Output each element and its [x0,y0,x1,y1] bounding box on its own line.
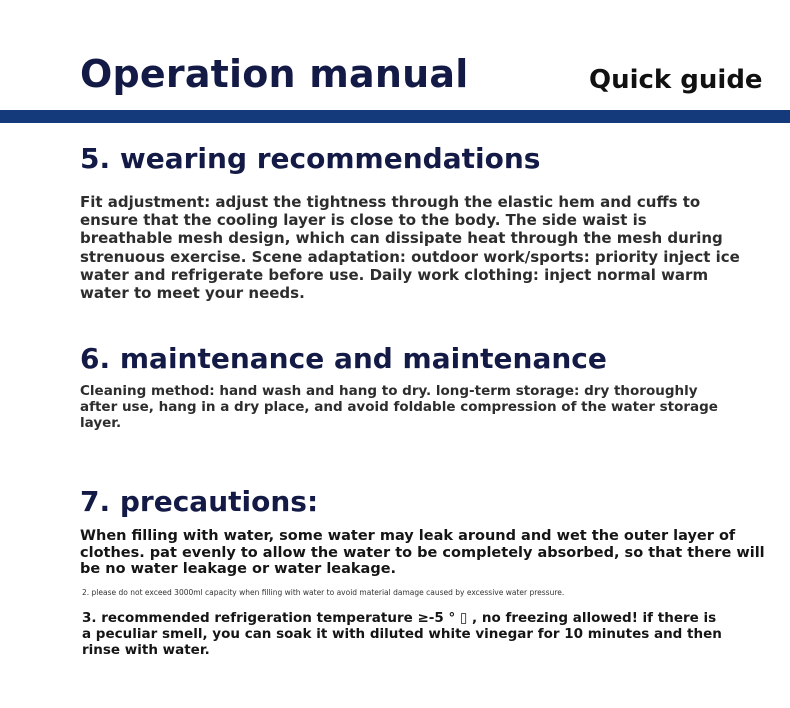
section-7-note-3: 3. recommended refrigeration temperature ≥-5 ° ▯ , no freezing allowed! if there is a peculiar smell, you can soak it with diluted white vinegar for 10 minutes and then rinse with water. [82,610,722,658]
section-6-heading: 6. maintenance and maintenance [80,342,607,375]
header-divider-bar [0,110,790,123]
header-title: Operation manual [80,52,469,96]
section-5-heading: 5. wearing recommendations [80,142,541,175]
section-7-note-2: 2. please do not exceed 3000ml capacity when filling with water to avoid material damage caused by excessive water pressure. [82,588,565,597]
header-subtitle: Quick guide [589,65,763,95]
section-5-text: Fit adjustment: adjust the tightness through the elastic hem and cuffs to ensure that the cooling layer is close to the body. The side waist is breathable mesh design, which can dissipate heat through the mesh during strenuous exercise. Scene adaptation: outdoor work/sports: priority inject ice water and refrigerate before use. Daily work clothing: inject normal warm water to meet your needs. [80,193,740,303]
section-7-text: When filling with water, some water may leak around and wet the outer layer of clothes. pat evenly to allow the water to be completely absorbed, so that there will be no water leakage or water leakage. [80,528,765,578]
section-6-text: Cleaning method: hand wash and hang to dry. long-term storage: dry thoroughly after use, hang in a dry place, and avoid foldable compression of the water storage layer. [80,383,718,431]
section-7-heading: 7. precautions: [80,485,319,518]
